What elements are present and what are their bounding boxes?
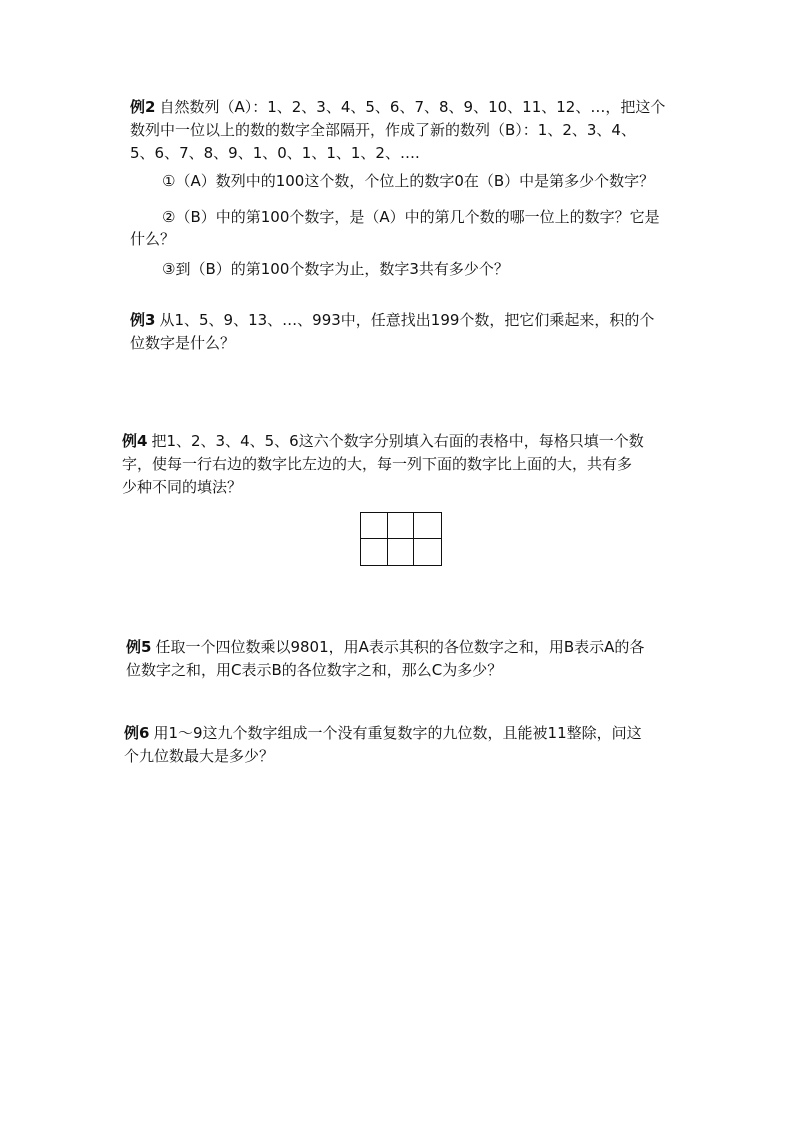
example-2 — [130, 96, 665, 165]
example-2-question-3-text: ③到（B）的第100个数字为止，数字3共有多少个？ — [162, 260, 509, 278]
example-5 — [126, 636, 644, 682]
example-6-label: 例6 — [124, 724, 150, 742]
example-5-line-2: 位数字之和，用C表示B的各位数字之和，那么C为多少？ — [126, 661, 503, 679]
example-3-text-1: 从1、5、9、13、…、993中，任意找出199个数，把它们乘起来，积的个 — [159, 311, 655, 329]
example-2-line-1 — [130, 96, 665, 119]
example-3-line-1 — [130, 309, 654, 332]
example-4-text-1: 把1、2、3、4、5、6这六个数字分别填入右面的表格中，每格只填一个数 — [151, 432, 644, 450]
example-2-question-3 — [162, 258, 509, 281]
table-cell — [414, 513, 441, 539]
example-2-question-2-cont — [130, 228, 175, 251]
example-5-line-1 — [126, 636, 644, 659]
example-3-line-2: 位数字是什么？ — [130, 334, 236, 352]
example-2-text-1: 自然数列（A）：1、2、3、4、5、6、7、8、9、10、11、12、…，把这个 — [159, 98, 666, 116]
example-2-question-2 — [162, 206, 660, 229]
example-2-line-2: 数列中一位以上的数的数字全部隔开，作成了新的数列（B）：1、2、3、4、 — [130, 121, 636, 139]
example-2-question-2-text-2: 什么？ — [130, 230, 176, 248]
fill-in-table — [360, 512, 442, 566]
example-4-label: 例4 — [122, 432, 148, 450]
table-cell — [361, 539, 388, 565]
table-cell — [414, 539, 441, 565]
table-cell — [388, 539, 415, 565]
example-4-line-1 — [122, 430, 644, 453]
example-4 — [122, 430, 644, 499]
example-2-label: 例2 — [130, 98, 156, 116]
example-4-line-2: 字，使每一行右边的数字比左边的大，每一列下面的数字比上面的大，共有多 — [122, 455, 633, 473]
example-6 — [124, 722, 642, 768]
example-5-label: 例5 — [126, 638, 152, 656]
example-5-text-1: 任取一个四位数乘以9801，用A表示其积的各位数字之和，用B表示A的各 — [155, 638, 645, 656]
example-3-label: 例3 — [130, 311, 156, 329]
example-4-line-3: 少种不同的填法？ — [122, 478, 243, 496]
example-3 — [130, 309, 654, 355]
example-6-text-1: 用1～9这九个数字组成一个没有重复数字的九位数，且能被11整除，问这 — [153, 724, 642, 742]
example-2-question-1-text: ①（A）数列中的100这个数，个位上的数字0在（B）中是第多少个数字？ — [162, 172, 655, 190]
table-cell — [361, 513, 388, 539]
table-cell — [388, 513, 415, 539]
example-2-line-3: 5、6、7、8、9、1、0、1、1、1、2、…. — [130, 144, 420, 162]
example-6-line-2: 个九位数最大是多少？ — [124, 747, 275, 765]
example-6-line-1 — [124, 722, 642, 745]
example-2-question-2-text-1: ②（B）中的第100个数字，是（A）中的第几个数的哪一位上的数字？它是 — [162, 208, 660, 226]
example-2-question-1 — [162, 170, 654, 193]
